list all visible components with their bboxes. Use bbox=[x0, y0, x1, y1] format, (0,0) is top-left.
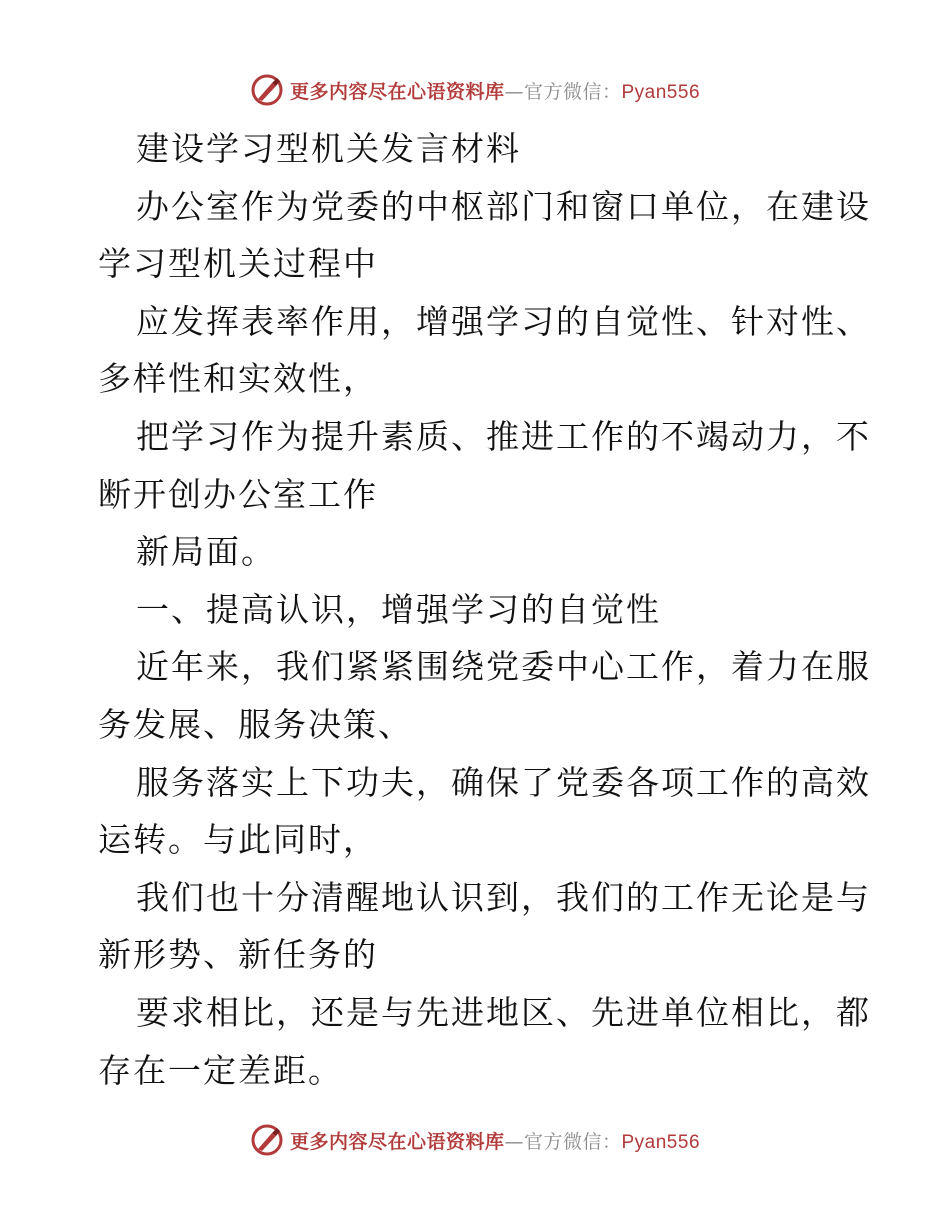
header-brand-text: 更多内容尽在心语资料库 bbox=[289, 80, 505, 103]
text-line: 近年来，我们紧紧围绕党委中心工作，着力在服 bbox=[136, 647, 871, 687]
text-line: 办公室作为党委的中枢部门和窗口单位，在建设 bbox=[136, 186, 871, 226]
text-line: 要求相比，还是与先进地区、先进单位相比，都 bbox=[136, 992, 871, 1032]
footer-wechat-label: 官方微信： bbox=[523, 1130, 622, 1153]
footer-banner bbox=[0, 1120, 950, 1160]
document-body bbox=[98, 120, 871, 1099]
header-wechat-id: Pyan556 bbox=[621, 81, 701, 103]
text-line: 多样性和实效性， bbox=[98, 359, 378, 399]
header-separator: — bbox=[504, 80, 524, 103]
section-heading: 一、提高认识，增强学习的自觉性 bbox=[136, 589, 661, 629]
footer-brand-text: 更多内容尽在心语资料库 bbox=[289, 1130, 505, 1153]
footer-wechat-id: Pyan556 bbox=[621, 1131, 701, 1153]
text-line: 存在一定差距。 bbox=[98, 1050, 343, 1090]
text-line: 运转。与此同时， bbox=[98, 820, 378, 860]
text-line: 把学习作为提升素质、推进工作的不竭动力，不 bbox=[136, 416, 871, 456]
pen-logo-icon bbox=[250, 73, 284, 107]
text-line: 务发展、服务决策、 bbox=[98, 704, 413, 744]
text-line: 新局面。 bbox=[136, 532, 276, 572]
text-line: 新形势、新任务的 bbox=[98, 935, 378, 975]
header-banner bbox=[0, 70, 950, 110]
footer-separator: — bbox=[504, 1130, 524, 1153]
text-line: 学习型机关过程中 bbox=[98, 244, 378, 284]
document-title: 建设学习型机关发言材料 bbox=[136, 129, 521, 168]
header-banner-text bbox=[290, 77, 700, 104]
text-line: 我们也十分清醒地认识到，我们的工作无论是与 bbox=[136, 877, 871, 917]
text-line: 应发挥表率作用，增强学习的自觉性、针对性、 bbox=[136, 301, 871, 341]
text-line: 服务落实上下功夫，确保了党委各项工作的高效 bbox=[136, 762, 871, 802]
footer-banner-text bbox=[290, 1127, 700, 1154]
header-wechat-label: 官方微信： bbox=[523, 80, 622, 103]
pen-logo-icon bbox=[250, 1123, 284, 1157]
text-line: 断开创办公室工作 bbox=[98, 474, 378, 514]
